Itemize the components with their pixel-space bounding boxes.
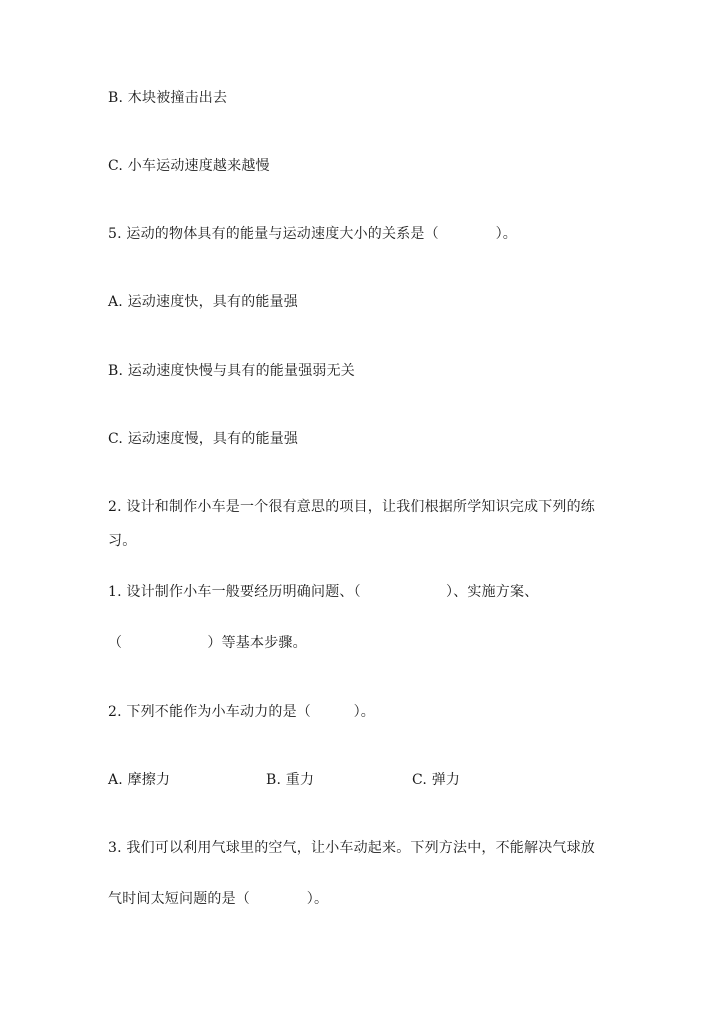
subquestion-3-text-continued: 气时间太短问题的是（ ）。	[108, 891, 329, 907]
question-5-option-a: A. 运动速度快，具有的能量强	[108, 294, 299, 310]
subquestion-3-text: 3. 我们可以利用气球里的空气，让小车动起来。下列方法中，不能解决气球放	[108, 840, 596, 856]
subquestion-2-option-c: C. 弹力	[412, 772, 461, 788]
option-b-text: B. 木块被撞击出去	[108, 90, 228, 106]
subquestion-2-option-b: B. 重力	[266, 772, 315, 788]
option-c-text: C. 小车运动速度越来越慢	[108, 158, 270, 174]
subquestion-2-text: 2. 下列不能作为小车动力的是（ ）。	[108, 704, 376, 720]
subquestion-1-text: 1. 设计制作小车一般要经历明确问题、（ ）、实施方案、	[108, 584, 539, 600]
question-5-option-b: B. 运动速度快慢与具有的能量强弱无关	[108, 363, 355, 379]
question-5-text: 5. 运动的物体具有的能量与运动速度大小的关系是（ ）。	[108, 226, 518, 242]
subquestion-1-text-continued: （ ）等基本步骤。	[108, 635, 307, 651]
subquestion-2-option-a: A. 摩擦力	[108, 772, 171, 788]
section-2-heading: 2. 设计和制作小车是一个很有意思的项目，让我们根据所学知识完成下列的练	[108, 499, 596, 515]
section-2-heading-continued: 习。	[108, 533, 137, 549]
question-5-option-c: C. 运动速度慢，具有的能量强	[108, 431, 299, 447]
